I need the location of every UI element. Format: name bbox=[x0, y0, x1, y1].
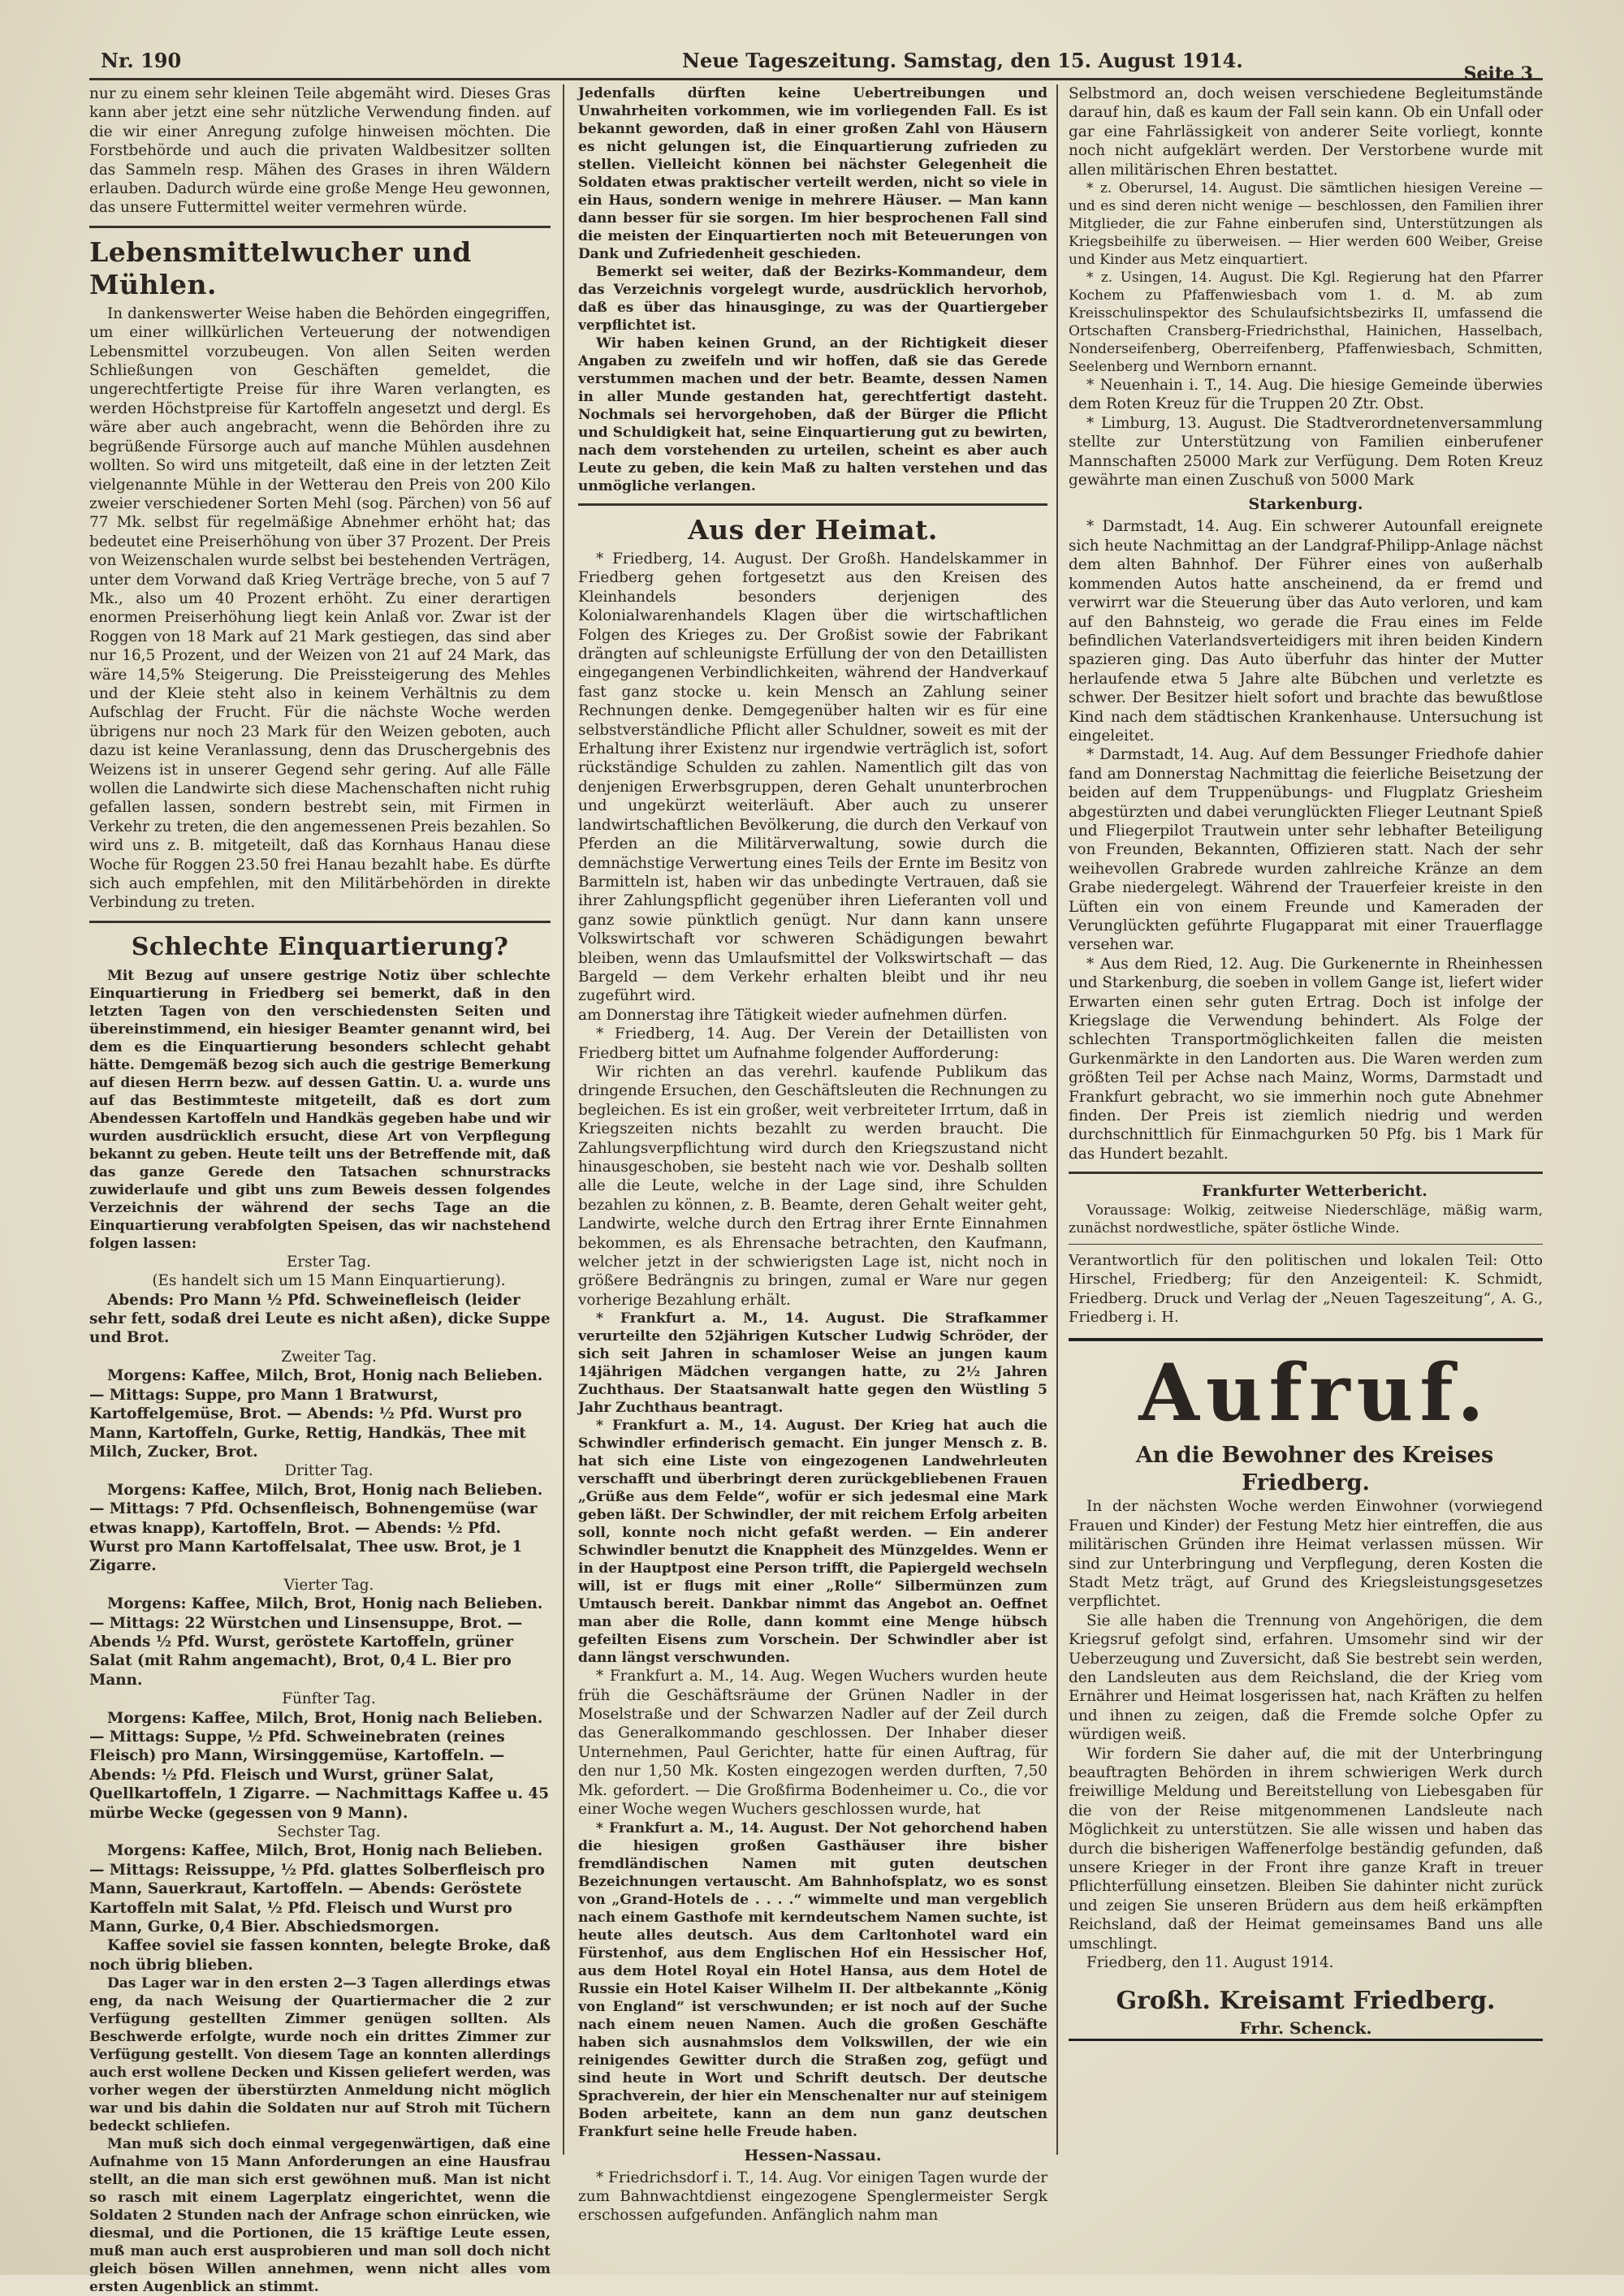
news-item: * z. Oberursel, 14. August. Die sämtlichen hiesigen Vereine — und es sind deren nicht wenige — beschlossen, den Familien ihrer Mitglieder, die zur Fahne einberufen sind, Unterstützungen als Kriegsbeihilfe zu überweisen. — Hier werden 600 Weiber, Greise und Kinder aus Metz einquartiert. bbox=[1069, 180, 1543, 269]
signatory-name: Frhr. Schenck. bbox=[1239, 2018, 1372, 2039]
news-item: * Friedberg, 14. August. Der Großh. Handelskammer in Friedberg gehen fortgesetzt aus den Kreisen des Kleinhandels besonders derjenigen des Kolonialwarenhandels Klagen über die wirtschaftlichen Folgen des Krieges zu. Der Großist sowie der Fabrikant drängten auf schleunigste Erfüllung der von den Detaillisten eingegangenen Verbindlichkeiten, während der Handverkauf fast ganz stocke u. kein Mensch an Zahlung seiner Rechnungen denke. Demgegenüber halten wir es für eine selbstverständliche Pflicht aller Schuldner, soweit es mit der Erhaltung ihrer Existenz nur irgendwie verträglich ist, sofort rückständige Schulden zu zahlen. Namentlich gilt das von denjenigen Erwerbsgruppen, deren Gehalt ununterbrochen und ungekürzt weiterläuft. Aber auch zu unserer landwirtschaftlichen Bevölkerung, die durch den Verkauf von Pferden an die Militärverwaltung, sowie durch die demnächstige Verwertung eines Teils der Ernte im Besitz von Barmitteln ist, haben wir das unbedingte Vertrauen, daß sie ihrer Zahlungspflicht gegenüber ihren Lieferanten voll und ganz sowie pünktlich genügt. Nur dann kann unsere Volkswirtschaft vor schweren Schädigungen bewahrt bleiben, wenn das Umlaufsmittel der Volkswirtschaft — das Bargeld — dem Verkehr erhalten bleibt und ihr neu zugeführt wird. bbox=[578, 550, 1047, 1005]
article-text: Bemerkt sei weiter, daß der Bezirks-Kommandeur, dem das Verzeichnis vorgelegt wurde, ausdrücklich hervorhob, daß es über das hinausginge, zu was der Quartiergeber verpflichtet ist. bbox=[578, 264, 1047, 334]
news-item: * Neuenhain i. T., 14. Aug. Die hiesige Gemeinde überwies dem Roten Kreuz für die Truppen 20 Ztr. Obst. bbox=[1069, 377, 1543, 413]
day-heading: Sechster Tag. bbox=[277, 1823, 381, 1841]
weather-forecast: Voraussage: Wolkig, zeitweise Niederschläge, mäßig warm, zunächst nordwestliche, später östliche Winde. bbox=[1069, 1202, 1543, 1236]
article-text: Mit Bezug auf unsere gestrige Notiz über schlechte Einquartierung in Friedberg sei bemerkt, daß in den letzten Tagen von den verschiedensten Seiten und übereinstimmend, ein hiesiger Beamter genannt wird, bei dem es die Einquartierung besonders schlecht gehabt hätte. Demgemäß bezog sich auch die gestrige Bemerkung auf diesen Herrn bezw. auf dessen Gattin. U. a. wurde uns auf das Bestimmteste mitgeteilt, daß es dort zum Abendessen Kartoffeln und Handkäs gegeben habe und wir wurden ausdrücklich ersucht, diese Art von Verpflegung bekannt zu geben. Heute teilt uns der Betreffende mit, daß das ganze Gerede den Tatsachen schnurstracks zuwiderlaufe und gibt uns zum Beweis dessen folgendes Verzeichnis der während der sechs Tage an die Einquartierung verabfolgten Speisen, das wir nachstehend folgen lassen: bbox=[89, 967, 551, 1252]
section-heading-nassau: Hessen-Nassau. bbox=[744, 2146, 882, 2164]
day-heading: Vierter Tag. bbox=[283, 1576, 374, 1594]
news-item: * Frankfurt a. M., 14. August. Die Strafkammer verurteilte den 52jährigen Kutscher Ludwig Schröder, der sich seit Jahren in schamloser Weise an jungen kaum 14jährigen Mädchen vergangen hatte, zu 2½ Jahren Zuchthaus. Der Staatsanwalt hatte gegen den Wüstling 5 Jahr Zuchthaus beantragt. bbox=[578, 1310, 1047, 1417]
divider bbox=[578, 503, 1047, 506]
headline-wucher: Lebensmittelwucher und Mühlen. bbox=[89, 235, 472, 300]
announcement-box bbox=[1069, 1338, 1543, 2041]
weather-heading: Frankfurter Wetterbericht. bbox=[1202, 1183, 1427, 1201]
day-heading: Fünfter Tag. bbox=[282, 1690, 376, 1708]
announcement-subtitle: An die Bewohner des Kreises Friedberg. bbox=[1135, 1443, 1494, 1496]
menu-text: Abends: Pro Mann ½ Pfd. Schweinefleisch (leider sehr fett, sodaß drei Leute es nicht aßen), dicke Suppe und Brot. bbox=[89, 1291, 551, 1347]
announcement-text: Wir fordern Sie daher auf, die mit der Unterbringung beauftragten Behörden in ihrem schwierigen Werk durch freiwillige Meldung und Bereitstellung von Liebesgaben für die von der Reise mitgenommenen Landsleute nach Möglichkeit zu unterstützen. Sie alle wissen und haben das durch die bisherigen Waffenerfolge beständig gefunden, daß unsere Krieger in der Front ihre ganze Kraft in treuer Pflichterfüllung einsetzen. Bleiben Sie dahinter nicht zurück und zeigen Sie unseren Brüdern aus dem heiß erkämpften Reichsland, daß der Heimat gemeinsames Band uns alle umschlingt. bbox=[1069, 1745, 1543, 1953]
announcement-text: Sie alle haben die Trennung von Angehörigen, die dem Kriegsruf gefolgt sind, erfahren. Umsomehr sind wir der Ueberzeugung und Zuversicht, daß Sie bestrebt sein werden, den Landsleuten aus dem Reichsland, die der Krieg vom Ernährer und Heimat losgerissen hat, nach Kräften zu helfen und ihnen zu zeigen, daß die Fremde solche Opfer zu würdigen weiß. bbox=[1069, 1612, 1543, 1744]
headline-einquartierung: Schlechte Einquartierung? bbox=[131, 932, 509, 961]
column-1 bbox=[89, 84, 551, 2296]
news-item: am Donnerstag ihre Tätigkeit wieder aufnehmen dürfen. bbox=[578, 1006, 1008, 1024]
column-2 bbox=[578, 84, 1047, 2225]
article-text: In dankenswerter Weise haben die Behörden eingegriffen, um einer willkürlichen Verteuerung der notwendigen Lebensmittel vorzubeugen. Von allen Seiten werden Schließungen von Geschäften gemeldet, die ungerechtfertigte Preise für ihre Waren verlangten, es werden Höchstpreise für Kartoffeln angesetzt und dergl. Es wäre aber auch angebracht, wenn die Behörden ihre zu begrüßende Fürsorge auch auf manche Mühlen ausdehnen wollten. So wird uns mitgeteilt, daß eine in der letzten Zeit vielgenannte Mühle in der Wetterau den Preis von 200 Kilo zweier verschiedener Sorten Mehl (sog. Pärchen) von 56 auf 77 Mk. selbst für regelmäßige Abnehmer erhöht hat; das bedeutet eine Preiserhöhung von über 37 Prozent. Der Preis von Weizenschalen wurde selbst bei bestehenden Verträgen, unter dem Vorwand daß Krieg Verträge breche, von 5 auf 7 Mk., also um 40 Prozent erhöht. Zu einer derartigen enormen Preiserhöhung liegt kein Anlaß vor. Zwar ist der Roggen von 18 Mark auf 21 Mark gestiegen, das sind aber nur 16,5 Prozent, und der Weizen von 21 auf 24 Mark, das wäre 14,5% Steigerung. Die Preissteigerung des Mehles und der Kleie steht also in keinem Verhältnis zu dem Aufschlag der Frucht. Für die nächste Woche werden übrigens nur noch 23 Mark für den Weizen geboten, auch dazu ist keine Veranlassung, denn das Druschergebnis des Weizens ist in unserer Gegend sehr gering. Auf alle Fälle wollen die Landwirte sich diese Machenschaften nicht ruhig gefallen lassen, sondern bestrebt sein, mit Firmen in Verkehr zu treten, die den angemessenen Preis bezahlen. So wird uns z. B. mitgeteilt, daß das Kornhaus Hanau diese Woche für Roggen 23.50 frei Hanau bezahlt habe. Es dürfte sich auch empfehlen, mit den Militärbehörden in direkte Verbindung zu treten. bbox=[89, 304, 551, 912]
divider bbox=[89, 226, 551, 228]
article-continuation: Selbstmord an, doch weisen verschiedene Begleitumstände darauf hin, daß es kaum der Fall sein kann. Ob ein Unfall oder gar eine Fahrlässigkeit von anderer Seite vorliegt, konnte noch nicht aufgeklärt werden. Der Verstorbene wurde mit allen militärischen Ehren bestattet. bbox=[1069, 85, 1543, 179]
article-text: Wir haben keinen Grund, an der Richtigkeit dieser Angaben zu zweifeln und wir hoffen, daß sie das Gerede verstummen machen und der betr. Beamte, dessen Namen in aller Munde gestanden hat, gerechtfertigt dasteht. Nochmals sei hervorgehoben, daß der Bürger die Pflicht und Schuldigkeit hat, seine Einquartierung gut zu bewirten, nach dem vorstehenden zu urteilen, scheint es aber auch Leute zu geben, die kein Maß zu halten verstehen und das unmögliche verlangen. bbox=[578, 335, 1047, 494]
news-item: * Friedberg, 14. Aug. Der Verein der Detaillisten von Friedberg bittet um Aufnahme folgender Aufforderung: bbox=[578, 1025, 1047, 1062]
news-item: * Frankfurt a. M., 14. Aug. Wegen Wuchers wurden heute früh die Geschäftsräume der Grünen Nadler in der Moselstraße und der Schwarzen Nadler auf der Zeil durch das Generalkommando geschlossen. Der Inhaber dieser Unternehmen, Paul Gerichter, hatte für einen Auftrag, für den nur 1,50 Mk. Kosten eingezogen werden durften, 7,50 Mk. gefordert. — Die Großfirma Bodenheimer u. Co., die vor einer Woche wegen Wuchers geschlossen wurde, hat bbox=[578, 1668, 1047, 1819]
menu-text: Morgens: Kaffee, Milch, Brot, Honig nach Belieben. — Mittags: 22 Würstchen und Linsensuppe, Brot. — Abends ½ Pfd. Wurst, geröstete Kartoffeln, grüner Salat (mit Rahm angemacht), Brot, 0,4 L. Bier pro Mann. bbox=[89, 1595, 543, 1689]
announcement-date: Friedberg, den 11. August 1914. bbox=[1086, 1954, 1334, 1972]
divider bbox=[1069, 1172, 1543, 1174]
news-item: * Darmstadt, 14. Aug. Auf dem Bessunger Friedhofe dahier fand am Donnerstag Nachmittag die feierliche Beisetzung der beiden auf dem Truppenübungs- und Flugplatz Griesheim abgestürzten und dabei verunglückten Flieger Leutnant Spieß und Fliegerpilot Trautwein unter sehr lebhafter Beteiligung von Freunden, Bekannten, Offizieren statt. Nach der sehr weihevollen Grabrede wurden zahlreiche Kränze an dem Grabe niedergelegt. Während der Trauerfeier kreiste in den Lüften ein von einem Freunde und Kameraden der Verunglückten geführte Flugapparat mit einer Trauerflagge versehen war. bbox=[1069, 746, 1543, 954]
menu-text: Morgens: Kaffee, Milch, Brot, Honig nach Belieben. — Mittags: Reissuppe, ½ Pfd. glattes Solberfleisch pro Mann, Sauerkraut, Kartoffeln. — Abends: Geröstete Kartoffeln mit Salat, ½ Pfd. Fleisch und Wurst pro Mann, Gurke, 0,4 Bier. Abschiedsmorgen. bbox=[89, 1842, 545, 1936]
article-text: Kaffee soviel sie fassen konnten, belegte Broke, daß noch übrig blieben. bbox=[89, 1937, 551, 1974]
divider bbox=[89, 921, 551, 923]
section-heading-starkenburg: Starkenburg. bbox=[1248, 495, 1363, 514]
issue-number: Nr. 190 bbox=[101, 49, 182, 72]
news-item: Wir richten an das verehrl. kaufende Publikum das dringende Ersuchen, den Geschäftsleuten die Rechnungen zu begleichen. Es ist ein großer, weit verbreiteter Irrtum, daß in Kriegszeiten nichts bezahlt zu werden braucht. Die Zahlungsverpflichtung wird durch den Kriegszustand nicht hinausgeschoben, sie besteht nach wie vor. Deshalb sollten alle die Leute, welche in der Lage sind, ihre Schulden bezahlen zu können, z. B. Beamte, deren Gehalt weiter geht, Landwirte, welche durch den Ertrag ihrer Ernte Einnahmen bekommen, es als Ehrensache betrachten, den Kaufmann, welcher jetzt in der schwierigsten Lage ist, nicht noch in größere Bedrängnis zu bringen, zumal er Ware nur gegen vorherige Bezahlung erhält. bbox=[578, 1063, 1047, 1309]
day-heading: Dritter Tag. bbox=[284, 1462, 374, 1480]
news-item: * Limburg, 13. August. Die Stadtverordnetenversammlung stellte zur Unterstützung von Familien einberufener Mannschaften 25000 Mark zur Verfügung. Dem Roten Kreuz gewährte man einen Zuschuß von 5000 Mark bbox=[1069, 414, 1543, 490]
day-heading: Zweiter Tag. bbox=[281, 1348, 377, 1366]
divider bbox=[1069, 1244, 1543, 1245]
article-continuation: Jedenfalls dürften keine Uebertreibungen und Unwahrheiten vorkommen, wie im vorliegenden Fall. Es ist bekannt geworden, daß in einer großen Zahl von Häusern es nicht gelungen ist, die Einquartierung zufrieden zu stellen. Vielleicht können bei nächster Gelegenheit die Soldaten etwas praktischer verteilt werden, nicht so viele in ein Haus, sondern wenige in mehrere Häuser. — Man kann dann besser für sie sorgen. Im hier besprochenen Fall sind die meisten der Einquartierten noch mit Beteuerungen von Dank und Zufriedenheit geschieden. bbox=[578, 85, 1047, 262]
announcement-signature: Großh. Kreisamt Friedberg. bbox=[1116, 1987, 1496, 2016]
imprint: Verantwortlich für den politischen und lokalen Teil: Otto Hirschel, Friedberg; für den Anzeigenteil: K. Schmidt, Friedberg. Druck und Verlag der „Neuen Tageszeitung“, A. G., Friedberg i. H. bbox=[1069, 1251, 1543, 1326]
news-item: * Aus dem Ried, 12. Aug. Die Gurkenernte in Rheinhessen und Starkenburg, die soeben in vollem Gange ist, liefert wider Erwarten einen sehr guten Ertrag. Doch ist infolge der Kriegslage die Verwendung behindert. Als Folge der schlechten Transportmöglichkeiten fallen die meisten Gurkenmärkte in den Landorten aus. Die Waren werden zum größten Teil per Achse nach Mainz, Worms, Darmstadt und Frankfurt gebracht, wo sie immerhin noch gute Abnehmer finden. Der Preis ist ziemlich niedrig und werden durchschnittlich für Einmachgurken 50 Pfg. bis 1 Mark für das Hundert bezahlt. bbox=[1069, 955, 1543, 1163]
news-item: * z. Usingen, 14. August. Die Kgl. Regierung hat den Pfarrer Kochem zu Pfaffenwiesbach vom 1. d. M. ab zum Kreisschulinspektor des Schulaufsichtsbezirks II, umfassend die Ortschaften Cransberg-Friedrichsthal, Hainichen, Hasselbach, Nonderseifenberg, Oberreifenberg, Pfaffenwiesbach, Schmitten, Seelenberg und Wernborn ernannt. bbox=[1069, 270, 1543, 376]
column-divider bbox=[1056, 84, 1058, 2155]
news-item: * Frankfurt a. M., 14. August. Der Krieg hat auch die Schwindler erfinderisch gemacht. Ein junger Mensch z. B. hat sich eine Liste von eingezogenen Landwehrleuten verschafft und überbringt deren zurückgebliebenen Frauen „Grüße aus dem Felde“, wofür er sich jedesmal eine Mark geben läßt. Der Schwindler, der mit reichem Erfolg arbeiten soll, konnte noch nicht gefaßt werden. — Ein anderer Schwindler benutzt die Knappheit des Münzgeldes. Wenn er in der Hauptpost eine Person trifft, die Papiergeld wechseln will, ist er flugs mit einer „Rolle“ Silbermünzen zum Umtausch bereit. Dankbar nimmt das Angebot an. Oeffnet man aber die Rolle, dann kommt eine Menge hübsch gefeilten Eisens zum Vorschein. Der Schwindler aber ist dann längst verschwunden. bbox=[578, 1418, 1047, 1667]
news-item: * Darmstadt, 14. Aug. Ein schwerer Autounfall ereignete sich heute Nachmittag an der Landgraf-Philipp-Anlage nächst dem alten Bahnhof. Der Führer eines von außerhalb kommenden Autos hatte anscheinend, da er fremd und verwirrt war die Steuerung über das Auto verloren, und kam auf den Bahnsteig, wo gerade die Frau eines im Felde befindlichen Vaterlandsverteidigers mit ihren beiden Kindern spazieren ging. Das Auto überfuhr das hinter der Mutter herlaufende etwa 5 Jahre alte Bübchen und verletzte es schwer. Der Besitzer hielt sofort und brachte das bewußtlose Kind nach dem städtischen Krankenhause. Untersuchung ist eingeleitet. bbox=[1069, 518, 1543, 744]
menu-text: Morgens: Kaffee, Milch, Brot, Honig nach Belieben. — Mittags: Suppe, ½ Pfd. Schweinebraten (reines Fleisch) pro Mann, Wirsinggemüse, Kartoffeln. — Abends: ½ Pfd. Fleisch und Wurst, grüner Salat, Quellkartoffeln, 1 Zigarre. — Nachmittags Kaffee u. 45 mürbe Wecke (gegessen von 9 Mann). bbox=[89, 1709, 550, 1822]
day-note: (Es handelt sich um 15 Mann Einquartierung). bbox=[152, 1272, 506, 1290]
column-3 bbox=[1069, 84, 1543, 2163]
day-heading: Erster Tag. bbox=[287, 1253, 371, 1271]
article-continuation: nur zu einem sehr kleinen Teile abgemäht wird. Dieses Gras kann aber jetzt eine sehr nützliche Verwendung finden. auf die wir einer Anregung zufolge hinweisen möchten. Die Forstbehörde und auch die privaten Waldbesitzer sollten das Sammeln resp. Mähen des Grases in ihren Wäldern erlauben. Dadurch würde eine große Menge Heu gewonnen, das unsere Futtermittel weiter vermehren würde. bbox=[89, 85, 551, 217]
page-number: Seite 3 bbox=[1463, 63, 1533, 84]
column-divider bbox=[563, 84, 564, 2155]
announcement-title: Aufruf. bbox=[1138, 1347, 1491, 1439]
news-item: * Friedrichsdorf i. T., 14. Aug. Vor einigen Tagen wurde der zum Bahnwachtdienst eingezogene Spenglermeister Sergk erschossen aufgefunden. Anfänglich nahm man bbox=[578, 2169, 1047, 2225]
headline-heimat: Aus der Heimat. bbox=[688, 514, 938, 546]
menu-text: Morgens: Kaffee, Milch, Brot, Honig nach Belieben. — Mittags: 7 Pfd. Ochsenfleisch, Bohnengemüse (war etwas knapp), Kartoffeln, Brot. — Abends: ½ Pfd. Wurst pro Mann Kartoffelsalat, Thee usw. Brot, je 1 Zigarre. bbox=[89, 1481, 543, 1575]
article-text: Man muß sich doch einmal vergegenwärtigen, daß eine Aufnahme von 15 Mann Anforderungen an eine Hausfrau stellt, an die man sich erst gewöhnen muß. Man ist nicht so rasch mit einem Lagerplatz eingerichtet, wenn die Soldaten 2 Stunden nach der Anfrage schon einrücken, wie diesmal, und die Portionen, die 15 kräftige Leute essen, muß man auch erst ausprobieren und man soll doch nicht gleich bösen Willen annehmen, wenn nicht alles vom ersten Augenblick an stimmt. bbox=[89, 2136, 551, 2296]
news-item: * Frankfurt a. M., 14. August. Der Not gehorchend haben die hiesigen großen Gasthäuser ihre bisher fremdländischen Namen mit guten deutschen Bezeichnungen vertauscht. Am Bahnhofsplatz, wo es sonst von „Grand-Hotels de . . . .“ wimmelte und man vergeblich nach einem Gasthofe mit kerndeutschem Namen suchte, ist heute alles deutsch. Aus dem Carltonhotel ward ein Fürstenhof, aus dem Englischen Hof ein Hessischer Hof, aus dem Hotel Royal ein Hotel Hansa, aus dem Hotel de Russie ein Hotel Kaiser Wilhelm II. Der altbekannte „König von England“ ist verschwunden; er ist noch auf der Suche nach einem neuen Namen. Auch die großen Geschäfte haben sich ausnahmslos dem Volkswillen, der wie ein reinigendes Gewitter durch die Straßen zog, gefügt und sind heute in Wort und Schrift deutsch. Der deutsche Sprachverein, der hier ein Menschenalter nur auf steinigem Boden arbeitete, kann an dem nun ganz deutschen Frankfurt seine helle Freude haben. bbox=[578, 1819, 1047, 2140]
announcement-text: In der nächsten Woche werden Einwohner (vorwiegend Frauen und Kinder) der Festung Metz hier eintreffen, die aus militärischen Gründen ihre Heimat verlassen müssen. Wir sind zur Unterbringung und Verpflegung, deren Kosten die Stadt Metz trägt, auf Grund des Kriegsleistungsgesetzes verpflichtet. bbox=[1069, 1498, 1543, 1611]
newspaper-title: Neue Tageszeitung. Samstag, den 15. August 1914. bbox=[682, 49, 1243, 72]
masthead bbox=[89, 42, 1543, 84]
article-text: Das Lager war in den ersten 2—3 Tagen allerdings etwas eng, da nach Weisung der Quartiermacher die 2 zur Verfügung gestellten Zimmer genügen sollten. Als Beschwerde erfolgte, wurde noch ein drittes Zimmer zur Verfügung gestellt. Von diesem Tage an konnten allerdings auch erst wollene Decken und Kissen geliefert werden, was vorher wegen der überstürzten Anmeldung nicht möglich war und bis dahin die Soldaten nur auf Stroh mit Tüchern bedeckt schliefen. bbox=[89, 1975, 551, 2135]
menu-text: Morgens: Kaffee, Milch, Brot, Honig nach Belieben. — Mittags: Suppe, pro Mann 1 Bratwurst, Kartoffelgemüse, Brot. — Abends: ½ Pfd. Wurst pro Mann, Kartoffeln, Gurke, Rettig, Handkäs, Thee mit Milch, Zucker, Brot. bbox=[89, 1367, 543, 1461]
